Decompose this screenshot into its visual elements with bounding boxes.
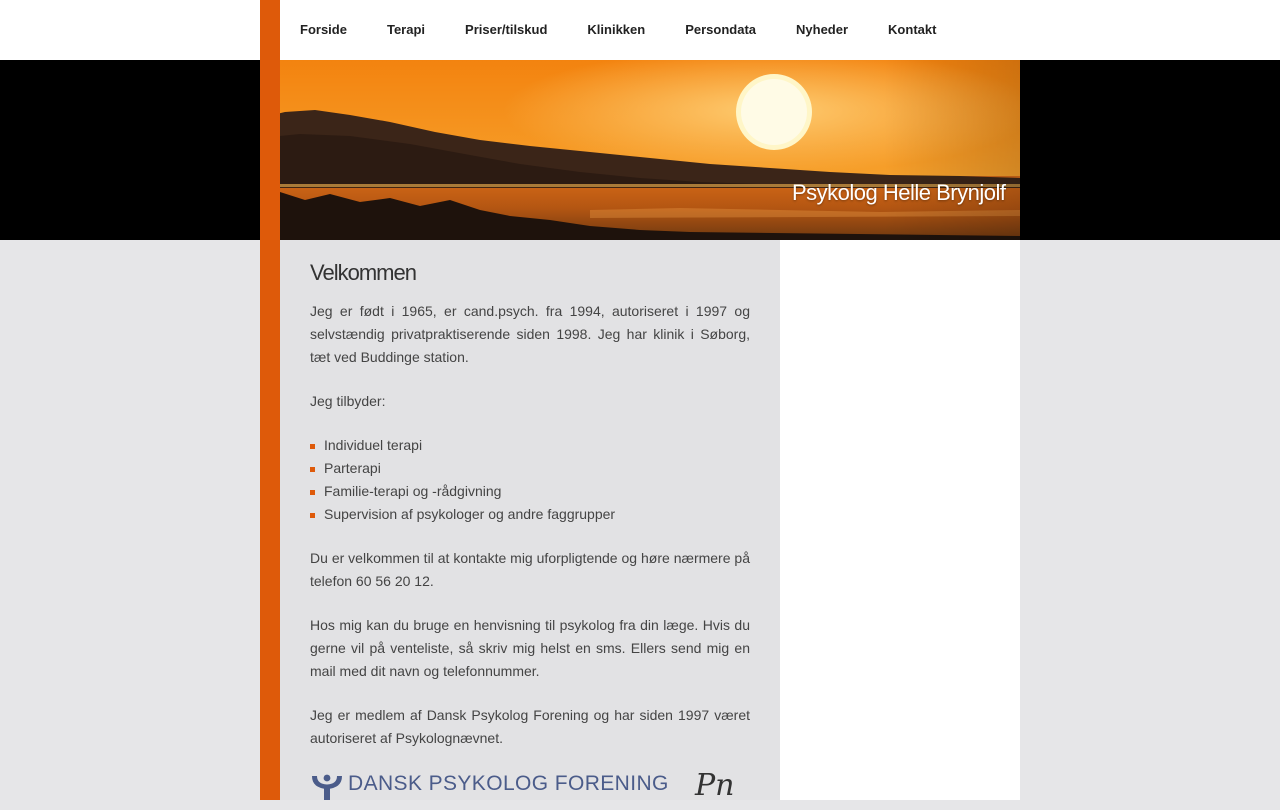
sidebar — [780, 240, 1020, 800]
membership-paragraph: Jeg er medlem af Dansk Psykolog Forening og har siden 1997 været autoriseret af Psykolognævnet. — [310, 707, 750, 746]
contact-paragraph: Du er velkommen til at kontakte mig uforpligtende og høre nærmere på telefon 60 56 20 12. — [310, 550, 750, 589]
membership-logos — [310, 770, 750, 810]
nav-item-nyheder[interactable]: Nyheder — [796, 22, 849, 37]
site-title: Psykolog Helle Brynjolf — [792, 180, 1006, 205]
service-label: Familie-terapi og -rådgivning — [324, 483, 502, 499]
bullet-icon — [310, 444, 315, 449]
sunset-image — [260, 60, 1020, 240]
nav-item-persondata[interactable]: Persondata — [685, 22, 757, 37]
nav-item-forside[interactable]: Forside — [300, 22, 347, 37]
article — [310, 258, 750, 771]
offer-label: Jeg tilbyder: — [310, 393, 386, 409]
nav-item-terapi[interactable]: Terapi — [386, 22, 426, 37]
service-label: Parterapi — [324, 460, 381, 476]
intro-paragraph: Jeg er født i 1965, er cand.psych. fra 1994, autoriseret i 1997 og selvstændig privatpraktiserende siden 1998. Jeg har klinik i Søborg, tæt ved Buddinge station. — [310, 303, 750, 365]
main-content — [280, 240, 780, 803]
sunset-banner — [260, 60, 1020, 240]
nav-item-priser-tilskud[interactable]: Priser/tilskud — [465, 22, 548, 37]
psykolognaevnet-logo[interactable]: Pn — [695, 768, 735, 803]
accent-stripe — [260, 0, 280, 800]
bullet-icon — [310, 490, 315, 495]
service-label: Supervision af psykologer og andre faggrupper — [324, 506, 616, 522]
bullet-icon — [310, 467, 315, 472]
bullet-icon — [310, 513, 315, 518]
dpf-logo-icon[interactable] — [310, 774, 344, 800]
list-item — [310, 457, 750, 480]
page-title: Velkommen — [310, 260, 416, 285]
list-item — [310, 434, 750, 457]
service-label: Individuel terapi — [324, 437, 423, 453]
referral-paragraph: Hos mig kan du bruge en henvisning til psykolog fra din læge. Hvis du gerne vil på venteliste, så skriv mig helst en sms. Ellers send mig en mail med dit navn og telefonnummer. — [310, 617, 750, 679]
list-item — [310, 480, 750, 503]
dpf-logo-text[interactable]: DANSK PSYKOLOG FORENING — [348, 772, 669, 795]
services-list — [310, 434, 750, 526]
nav-item-klinikken[interactable]: Klinikken — [587, 22, 646, 37]
list-item — [310, 503, 750, 526]
nav-item-kontakt[interactable]: Kontakt — [888, 22, 937, 37]
main-navigation — [300, 0, 976, 60]
